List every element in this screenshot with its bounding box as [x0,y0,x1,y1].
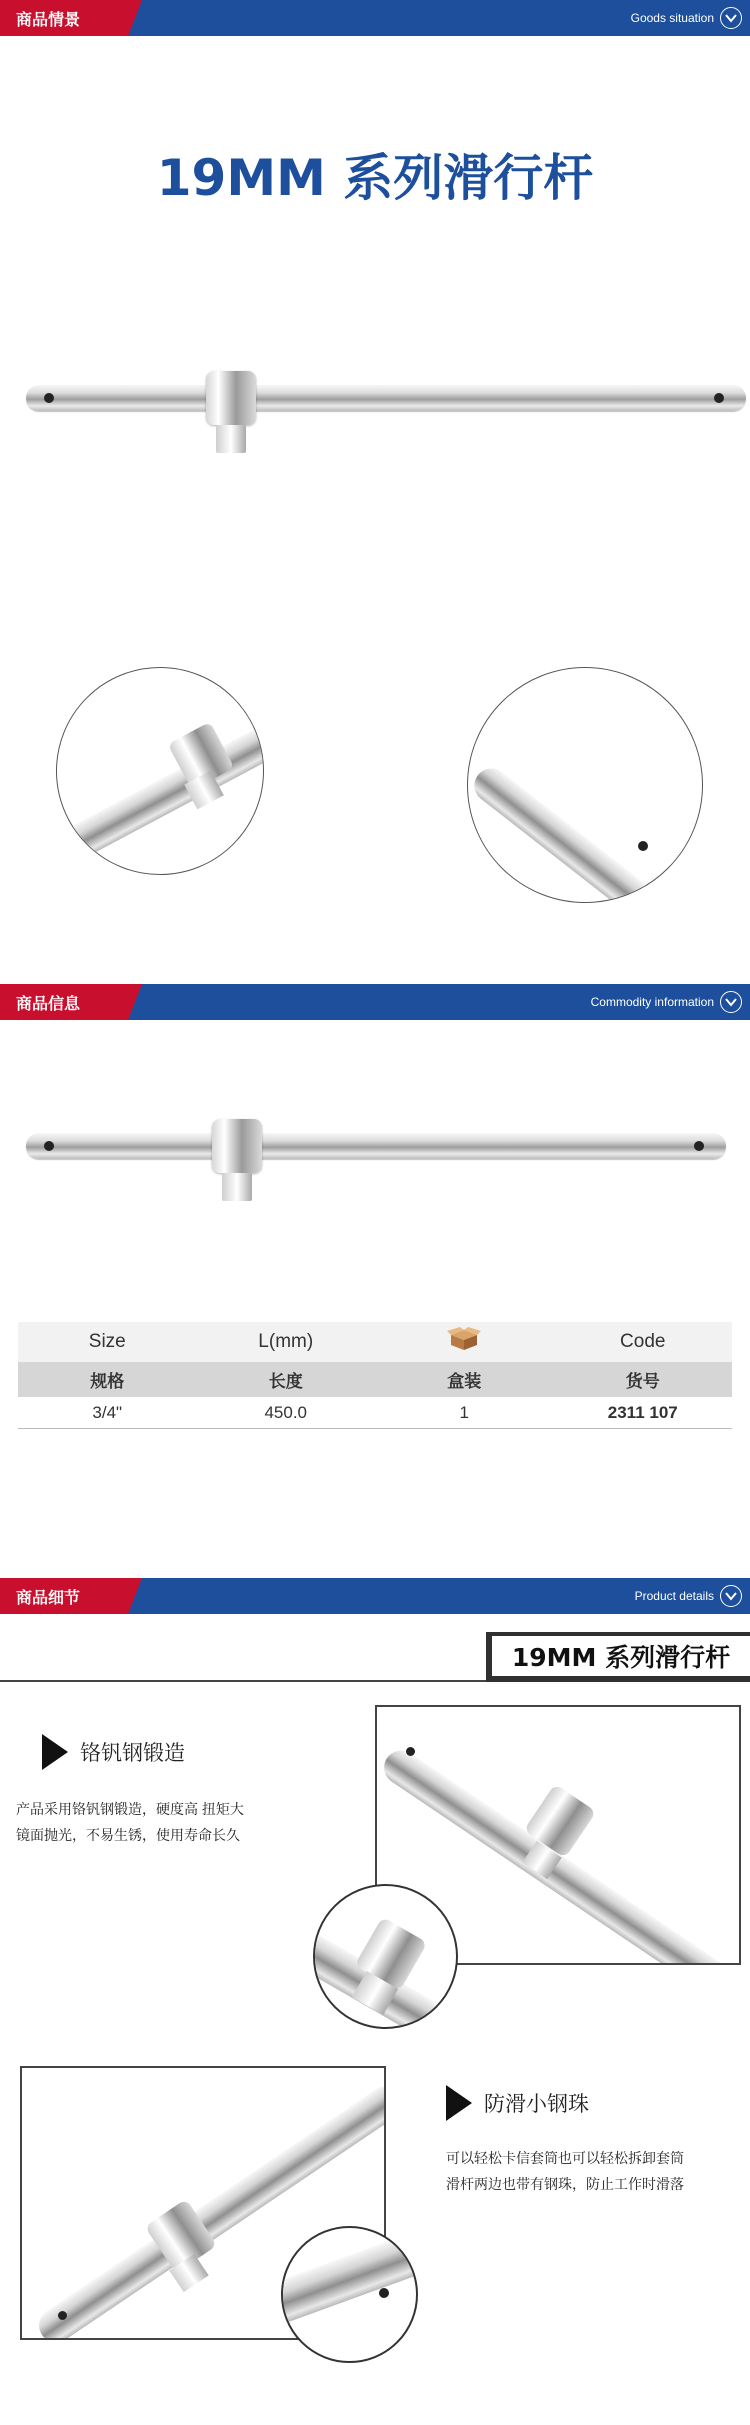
section-label: 商品细节 [0,1578,128,1614]
feature1-heading-text: 铬钒钢锻造 [80,1742,185,1765]
col-size: Size [88,1331,126,1352]
feature2-text [446,2145,684,2197]
col-code: Code [620,1331,666,1352]
triangle-icon [446,2085,472,2121]
spec-header-en [18,1322,732,1362]
section-label: 商品信息 [0,984,128,1020]
chevron-down-icon [720,1585,742,1607]
box-icon [375,1327,554,1357]
cell-box: 1 [459,1402,469,1422]
product-image-tbar [26,385,746,455]
feature2-line1: 可以轻松卡信套筒也可以轻松拆卸套筒 [446,2150,684,2166]
cell-size: 3/4" [92,1402,123,1422]
table-row [18,1397,732,1429]
section-en-label: Goods situation [630,11,714,25]
product-image-tbar-info [26,1133,726,1203]
zoom-circle-detail-2 [281,2226,418,2363]
spec-table [18,1322,732,1429]
page-title: 19MM 系列滑行杆 [156,149,594,207]
triangle-icon [42,1734,68,1770]
section-header-details [0,1578,750,1614]
chevron-down-icon [720,991,742,1013]
cell-length: 450.0 [264,1402,308,1422]
feature1-line1: 产品采用铬钒钢锻造，硬度高 扭矩大 [16,1801,244,1817]
section-label: 商品情景 [0,0,128,36]
feature2-line2: 滑杆两边也带有钢珠，防止工作时滑落 [446,2176,684,2192]
section-header-info [0,984,750,1020]
spec-header-cn [18,1362,732,1397]
section-header-situation [0,0,750,36]
feature1-text [16,1796,244,1848]
col-box-cn: 盒装 [447,1372,482,1391]
cell-code: 2311 107 [607,1402,678,1422]
feature2-heading [446,2085,589,2121]
details-title-text: 19MM 系列滑行杆 [492,1636,750,1676]
zoom-circle-detail-1 [313,1884,458,2029]
zoom-circle-head [56,667,264,875]
col-size-cn: 规格 [90,1372,125,1391]
section-en-label: Commodity information [590,995,714,1009]
details-title [486,1632,750,1682]
feature1-heading [42,1734,185,1770]
col-code-cn: 货号 [625,1372,660,1391]
col-length: L(mm) [258,1331,314,1352]
feature1-line2: 镜面抛光，不易生锈，使用寿命长久 [16,1827,240,1843]
zoom-circle-end [467,667,703,903]
feature2-heading-text: 防滑小钢珠 [484,2093,589,2116]
section-en-label: Product details [634,1589,714,1603]
col-length-cn: 长度 [268,1372,303,1391]
chevron-down-icon [720,7,742,29]
